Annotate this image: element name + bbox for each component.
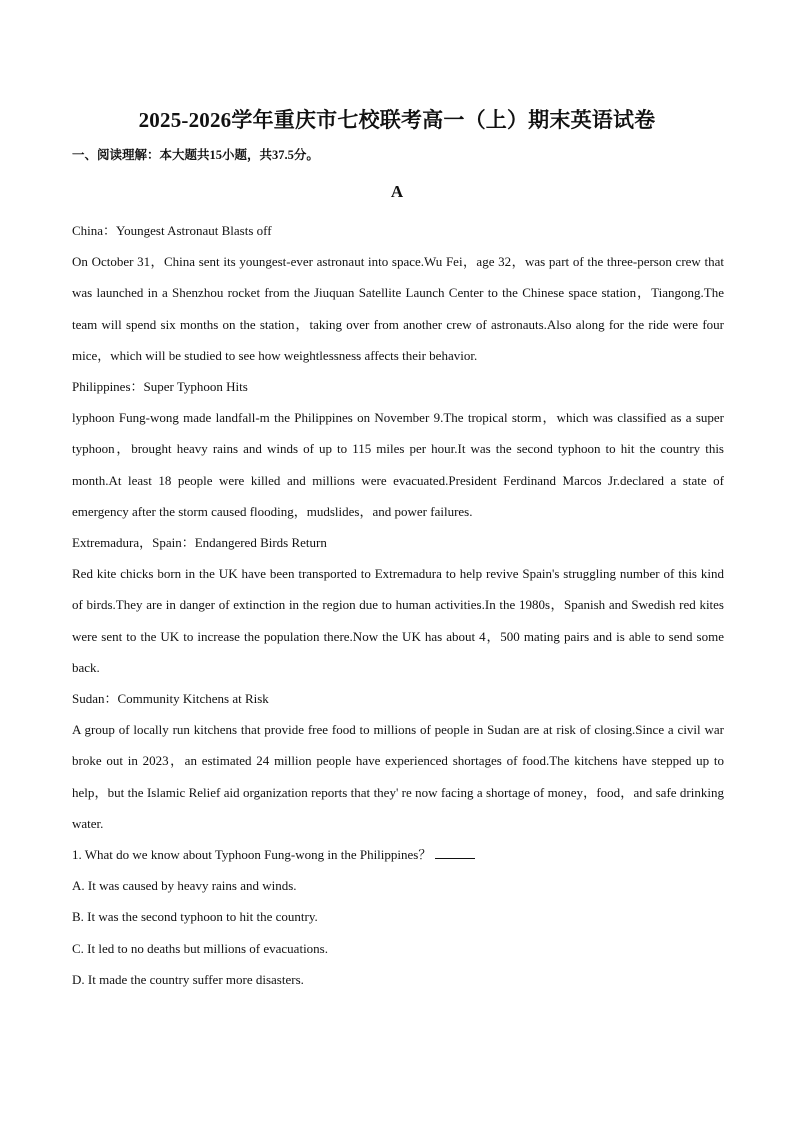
question-stem: 1. What do we know about Typhoon Fung-wong in the Philippines？	[72, 847, 432, 863]
item-body-sudan: A group of locally run kitchens that provide free food to millions of people in Sudan are at risk of closing.Since a civil war broke out in 2023，an estimated 24 million people have experienced shortages of food.The kitchens have stepped up to help，but the Islamic Relief aid organization reports that they' re now facing a shortage of money，food，and safe drinking water.	[72, 722, 724, 831]
passage-content	[72, 215, 724, 995]
answer-blank	[435, 844, 475, 859]
question-1	[72, 839, 724, 870]
item-heading-philippines: Philippines：Super Typhoon Hits	[72, 379, 248, 395]
passage-letter: A	[390, 182, 404, 201]
option-a: A. It was caused by heavy rains and winds.	[72, 878, 297, 894]
item-heading-spain: Extremadura，Spain：Endangered Birds Return	[72, 535, 327, 551]
item-body-china: On October 31，China sent its youngest-ever astronaut into space.Wu Fei，age 32，was part of the three-person crew that was launched in a Shenzhou rocket from the Jiuquan Satellite Launch Center to the Chinese space station，Tiangong.The team will spend six months on the station，taking over from another crew of astronauts.Also along for the ride were four mice，which will be studied to see how weightlessness affects their behavior.	[72, 254, 724, 363]
item-heading-china: China：Youngest Astronaut Blasts off	[72, 223, 272, 238]
section-header: 一、阅读理解：本大题共15小题，共37.5分。	[72, 148, 319, 162]
exam-title: 2025-2026学年重庆市七校联考高一（上）期末英语试卷	[138, 108, 656, 132]
item-body-philippines: lyphoon Fung-wong made landfall-m the Philippines on November 9.The tropical storm，which was classified as a super typhoon，brought heavy rains and winds of up to 115 miles per hour.It was the second typhoon to hit the country this month.At least 18 people were killed and millions were evacuated.President Ferdinand Marcos Jr.declared a state of emergency after the storm caused flooding，mudslides，and power failures.	[72, 410, 724, 519]
option-b: B. It was the second typhoon to hit the country.	[72, 909, 318, 925]
item-heading-sudan: Sudan：Community Kitchens at Risk	[72, 691, 269, 707]
item-body-spain: Red kite chicks born in the UK have been transported to Extremadura to help revive Spain's struggling number of this kind of birds.They are in danger of extinction in the region due to human activities.In the 1980s，Spanish and Swedish red kites were sent to the UK to increase the population there.Now the UK has about 4，500 mating pairs and is able to send some back.	[72, 566, 724, 675]
option-c: C. It led to no deaths but millions of evacuations.	[72, 940, 328, 956]
option-d: D. It made the country suffer more disasters.	[72, 971, 304, 987]
